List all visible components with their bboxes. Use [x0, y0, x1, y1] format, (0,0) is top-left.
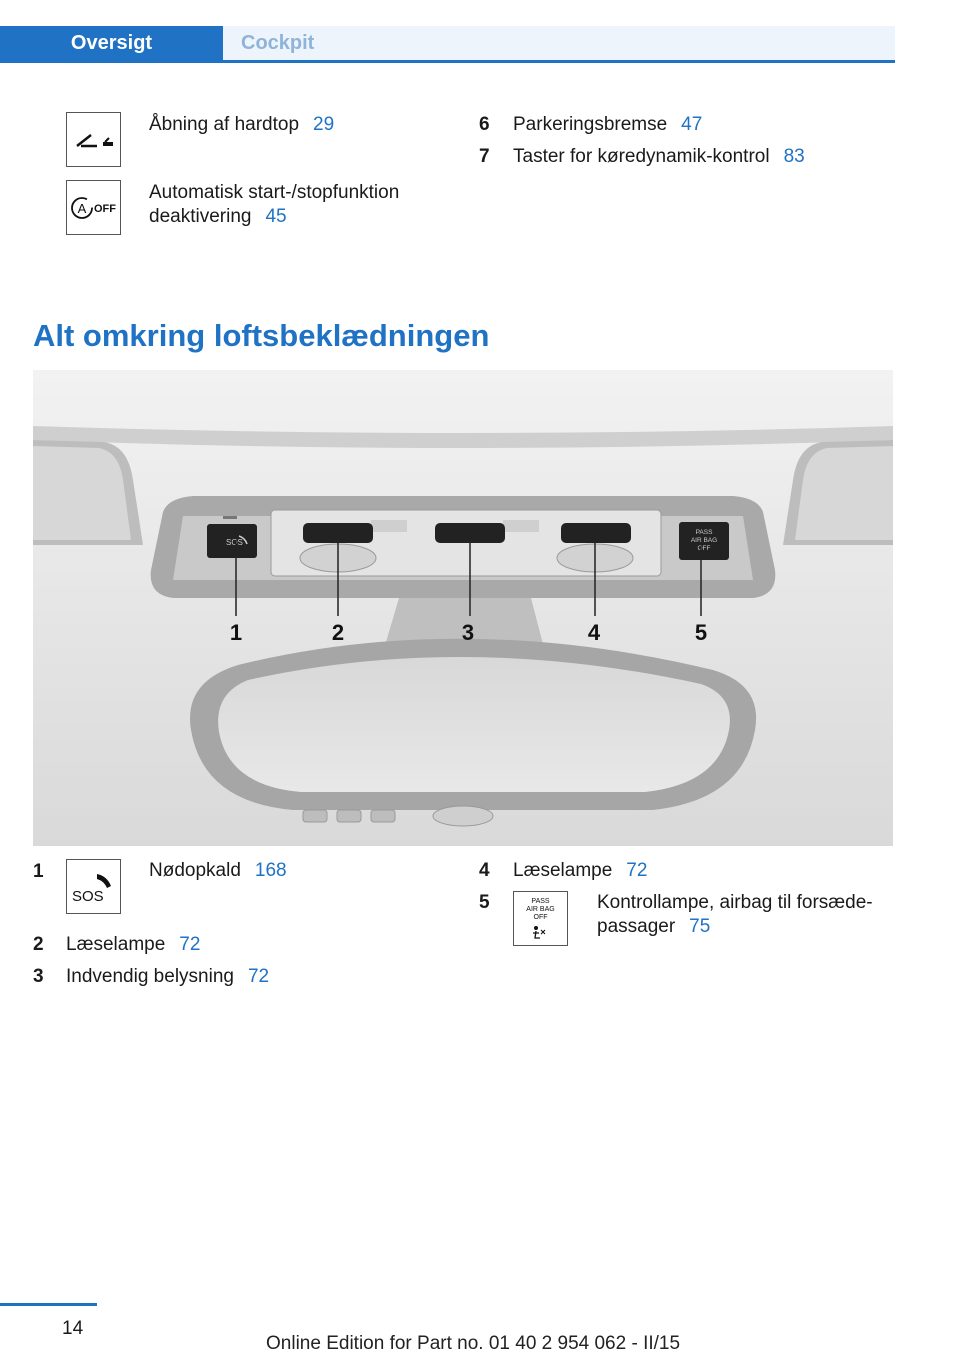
footer-rule [0, 1303, 97, 1306]
sos-icon [66, 859, 121, 914]
passenger-airbag-off-icon [513, 891, 568, 946]
item-label: Nødopkald [149, 860, 241, 881]
callout-2: 2 [331, 620, 345, 645]
tab-cockpit-label: Cockpit [241, 32, 315, 54]
item-number: 1 [33, 861, 44, 882]
page-ref-link[interactable]: 72 [626, 860, 648, 881]
item-label: Taster for køredynamik-kontrol [513, 146, 770, 167]
page-ref-link[interactable]: 72 [179, 934, 201, 955]
figure-off-text: OFF [697, 545, 711, 552]
list-item-airbag-indicator [597, 891, 892, 939]
list-item-reading-lamp-right [513, 859, 647, 883]
headliner-illustration [33, 370, 893, 846]
figure-pass-text: PASS [695, 529, 713, 536]
callout-1: 1 [229, 620, 243, 645]
item-label-line1: Kontrollampe, airbag til forsæde- [597, 892, 873, 913]
page-ref-link[interactable]: 29 [313, 114, 335, 135]
callout-3: 3 [461, 620, 475, 645]
icon-off-text: OFF [94, 203, 116, 215]
callout-5: 5 [694, 620, 708, 645]
item-number: 7 [479, 146, 490, 167]
page-ref-link[interactable]: 83 [783, 146, 805, 167]
item-number: 2 [33, 934, 44, 955]
page-ref-link[interactable]: 72 [247, 966, 270, 987]
header-rule [0, 60, 895, 63]
tab-cockpit[interactable] [223, 26, 895, 61]
item-label: Læselampe [513, 860, 613, 881]
list-item-driving-dynamics [513, 145, 805, 169]
airbag-icon-text-1: PASS [531, 898, 550, 905]
page-number: 14 [62, 1318, 84, 1339]
item-label-line2: passager [597, 916, 676, 937]
edition-text: Online Edition for Part no. 01 40 2 954 062 - II/15 [266, 1333, 681, 1354]
svg-text:A: A [77, 201, 87, 216]
item-number: 5 [479, 892, 490, 913]
section-title: Alt omkring loftsbeklædningen [33, 318, 490, 353]
airbag-icon-text-3: OFF [533, 914, 548, 921]
page-ref-link[interactable]: 47 [681, 114, 703, 135]
item-number: 3 [33, 966, 44, 987]
item-label: Læselampe [66, 934, 166, 955]
airbag-icon-text-2: AIR BAG [526, 906, 555, 913]
sos-icon-text: SOS [72, 888, 104, 905]
list-item-auto-start-stop [149, 181, 449, 229]
auto-start-stop-off-icon [66, 180, 121, 235]
page-ref-link[interactable]: 75 [689, 916, 711, 937]
item-number: 4 [479, 860, 490, 881]
item-label: Åbning af hardtop [149, 114, 300, 135]
item-label: Automatisk start-/stopfunktion deaktivering [149, 182, 400, 227]
figure-airbag-text: AIR BAG [690, 537, 718, 544]
item-label: Parkeringsbremse [513, 114, 668, 135]
list-item-interior-lighting [66, 965, 269, 989]
list-item-hardtop [149, 113, 334, 137]
list-item-parking-brake [513, 113, 702, 137]
page-ref-link[interactable]: 168 [254, 860, 287, 881]
tab-oversigt[interactable]: Oversigt [0, 26, 223, 61]
list-item-reading-lamp [66, 933, 200, 957]
item-label: Indvendig belysning [66, 966, 234, 987]
item-number: 6 [479, 114, 490, 135]
callout-4: 4 [587, 620, 601, 645]
figure-sos-text: SOS [226, 538, 243, 547]
page-ref-link[interactable]: 45 [265, 206, 287, 227]
hardtop-open-icon [66, 112, 121, 167]
list-item-emergency-call [149, 859, 287, 883]
